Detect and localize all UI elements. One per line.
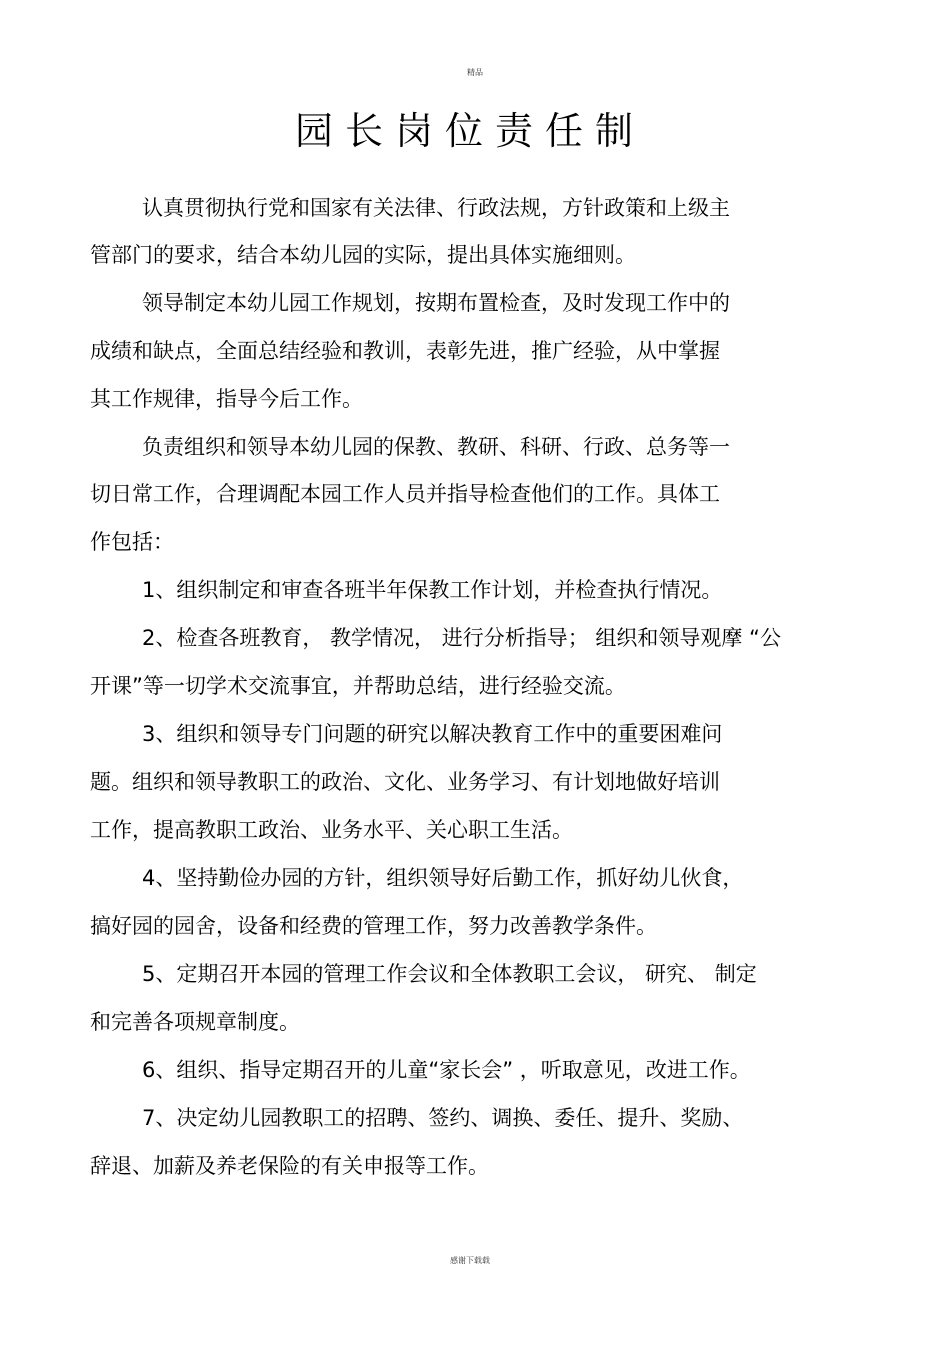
paragraph-line: 其工作规律，指导今后工作。 (90, 387, 363, 411)
paragraph-line: 领导制定本幼儿园工作规划，按期布置检查，及时发现工作中的 (142, 291, 730, 315)
list-item-line: 6、组织、指导定期召开的儿童“家长会” ，听取意见，改进工作。 (142, 1058, 751, 1082)
list-item-line: 2、检查各班教育， 教学情况， 进行分析指导； 组织和领导观摩 “公 (142, 626, 781, 650)
list-item-line: 3、组织和领导专门问题的研究以解决教育工作中的重要困难问 (142, 722, 723, 746)
list-item-line: 7、决定幼儿园教职工的招聘、签约、调换、委任、提升、奖励、 (142, 1106, 744, 1130)
list-item-line: 辞退、加薪及养老保险的有关申报等工作。 (90, 1154, 489, 1178)
paragraph-line: 管部门的要求，结合本幼儿园的实际，提出具体实施细则。 (90, 243, 636, 267)
paragraph-line: 成绩和缺点，全面总结经验和教训，表彰先进，推广经验，从中掌握 (90, 339, 720, 363)
list-item-line: 开课”等一切学术交流事宜，并帮助总结，进行经验交流。 (90, 674, 626, 698)
paragraph-line: 切日常工作，合理调配本园工作人员并指导检查他们的工作。具体工 (90, 482, 720, 506)
list-item-line: 工作，提高教职工政治、业务水平、关心职工生活。 (90, 818, 573, 842)
footer-mark: 感谢下载载 (450, 1256, 490, 1265)
list-item-line: 题。组织和领导教职工的政治、文化、业务学习、有计划地做好培训 (90, 770, 720, 794)
paragraph-line: 作包括： (90, 530, 174, 554)
page-title: 园长岗位责任制 (294, 109, 645, 154)
header-mark: 精品 (467, 68, 483, 77)
list-item-line: 和完善各项规章制度。 (90, 1010, 300, 1034)
list-item-line: 搞好园的园舍，设备和经费的管理工作，努力改善教学条件。 (90, 914, 657, 938)
list-item-line: 5、定期召开本园的管理工作会议和全体教职工会议， 研究、 制定 (142, 962, 757, 986)
list-item-line: 1、组织制定和审查各班半年保教工作计划，并检查执行情况。 (142, 578, 723, 602)
paragraph-line: 负责组织和领导本幼儿园的保教、教研、科研、行政、总务等一 (142, 435, 730, 459)
paragraph-line: 认真贯彻执行党和国家有关法律、行政法规，方针政策和上级主 (142, 196, 730, 220)
list-item-line: 4、坚持勤俭办园的方针，组织领导好后勤工作，抓好幼儿伙食， (142, 866, 744, 890)
